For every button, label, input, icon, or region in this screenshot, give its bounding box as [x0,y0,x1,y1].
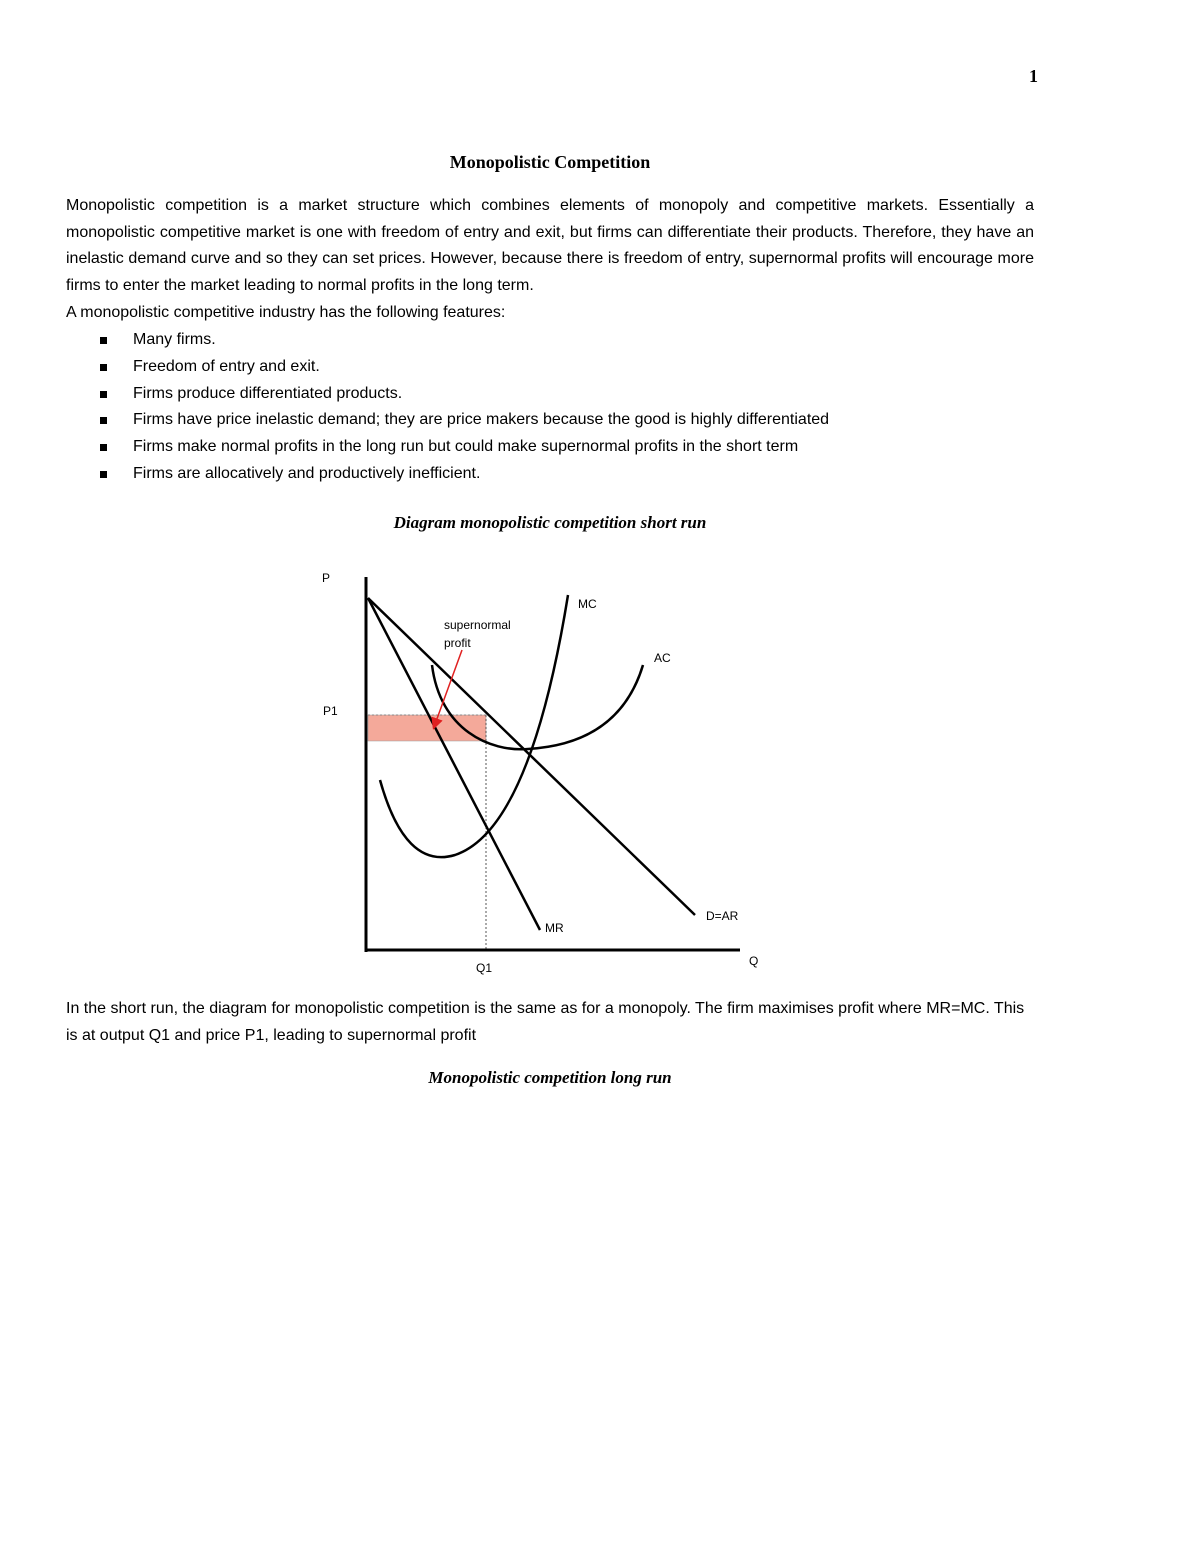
short-run-diagram [310,560,780,980]
profit-area [368,715,486,741]
long-run-caption: Monopolistic competition long run [428,1068,672,1087]
list-item-text: Many firms. [133,331,216,348]
list-item-text: Firms make normal profits in the long run but could make supernormal profits in the short term [133,438,799,456]
list-item-text: Freedom of entry and exit. [133,357,320,375]
mc-label: MC [578,597,597,611]
page-number: 1 [1029,66,1038,86]
list-item [66,381,829,408]
features-intro: A monopolistic competitive industry has the following features: [66,304,506,321]
demand-label: D=AR [706,909,739,923]
list-item [66,354,829,381]
square-bullet-icon [100,471,107,478]
square-bullet-icon [100,337,107,344]
document-title: Monopolistic Competition [449,152,651,172]
annotation-line1: supernormal [444,618,511,632]
list-item [66,327,829,354]
y-axis-label: P [322,571,331,585]
square-bullet-icon [100,444,107,451]
diagram-caption: Diagram monopolistic competition short run [393,513,707,532]
q1-label: Q1 [476,961,493,975]
feature-list [66,327,829,488]
intro-paragraph: Monopolistic competition is a market structure which combines elements of monopoly and competitive markets. Essentially a monopolistic competitive market is one with freedom of entry and exit, but firms can differentiate their products. Therefore, they have an inelastic demand curve and so they can set prices. However, because there is freedom of entry, supernormal profits will encourage more firms to enter the market leading to normal profits in the long term. [66,197,1034,295]
list-item [66,434,829,461]
conclusion-paragraph: In the short run, the diagram for monopolistic competition is the same as for a monopoly. The firm maximises profit where MR=MC. This is at output Q1 and price P1, leading to supernormal profit [66,1000,1025,1044]
list-item [66,407,829,434]
demand-curve [368,598,695,915]
square-bullet-icon [100,364,107,371]
list-item-text: Firms are allocatively and productively inefficient. [133,464,481,482]
ac-label: AC [654,651,671,665]
x-axis-label: Q [749,954,759,968]
p1-label: P1 [323,704,338,718]
list-item-text: Firms have price inelastic demand; they are price makers because the good is highly differentiated [133,411,830,429]
annotation-line2: profit [444,636,471,650]
square-bullet-icon [100,417,107,424]
mr-label: MR [545,921,564,935]
square-bullet-icon [100,391,107,398]
list-item-text: Firms produce differentiated products. [133,384,403,402]
list-item [66,461,829,488]
